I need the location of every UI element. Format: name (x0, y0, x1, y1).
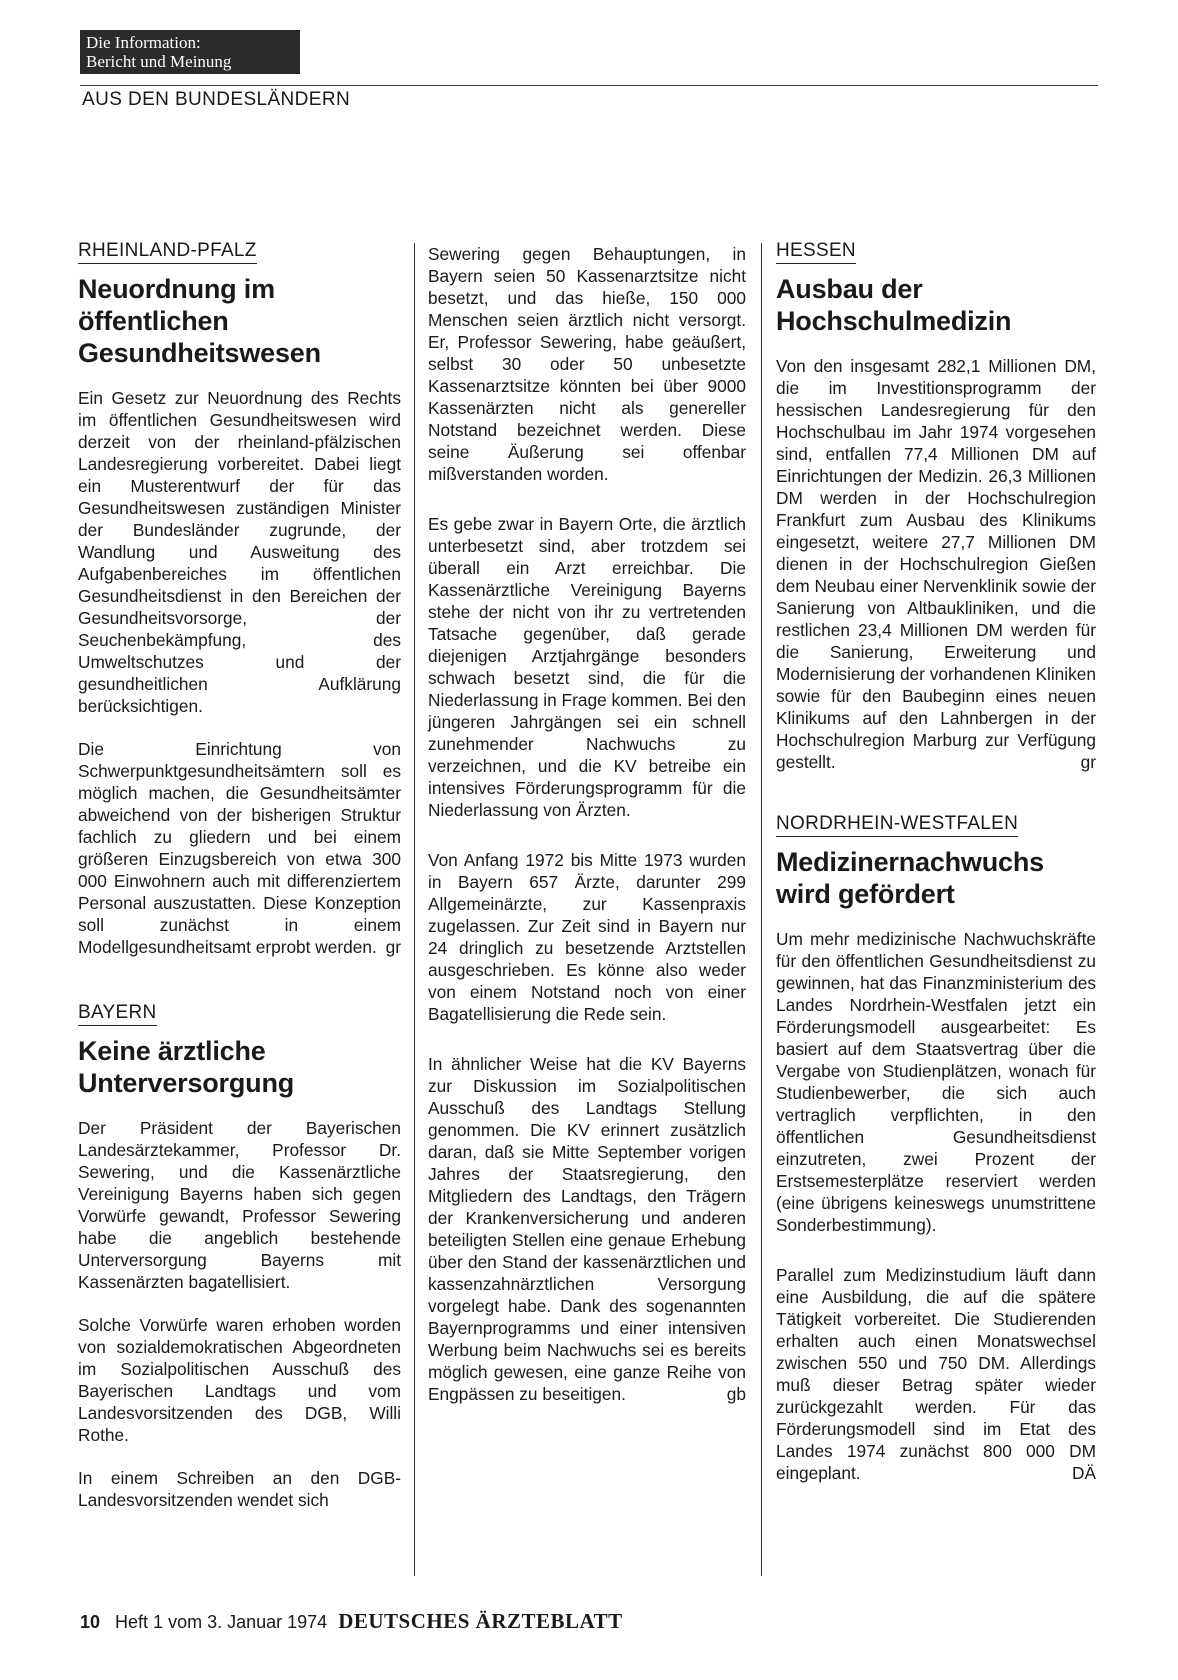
masthead-line-2: Bericht und Meinung (86, 52, 232, 71)
column-2 (428, 243, 746, 1405)
article-paragraph: In einem Schreiben an den DGB-Landesvorsitzenden wendet sich (78, 1468, 401, 1510)
column-3 (776, 240, 1096, 1484)
article-paragraph: Von Anfang 1972 bis Mitte 1973 wurden in Bayern 657 Ärzte, darunter 299 Allgemeinärzte, zur Kassenpraxis zugelassen. Zur Zeit sind in Bayern nur 24 dringlich zu besetzende Arztstellen ausgeschrieben. Es könne also weder von einem Notstand noch von einer Bagatellisierung die Rede sein. (428, 850, 746, 1024)
issue-info: Heft 1 vom 3. Januar 1974 (115, 1612, 328, 1632)
article-bayern (78, 1002, 401, 1511)
article-paragraph: Parallel zum Medizinstudium läuft dann eine Ausbildung, die auf die spätere Tätigkeit vorbereitet. Die Studierenden erhalten auch einen Monatswechsel zwischen 550 und 750 DM. Allerdings muß dieser Betrag später wieder zurückgezahlt werden. Für das Förderungsmodell sind im Etat des Landes 1974 zunächst 800 000 DM eingeplant. DÄ (776, 1265, 1096, 1483)
article-paragraph: Ein Gesetz zur Neuordnung des Rechts im öffentlichen Gesundheitswesen wird derzeit von der rheinland-pfälzischen Landesregierung vorbereitet. Dabei liegt ein Musterentwurf der für das Gesundheitswesen zuständigen Minister der Bundesländer zugrunde, der Wandlung und Ausweitung des Aufgabenbereiches im öffentlichen Gesundheitsdienst in den Bereichen der Gesundheitsvorsorge, der Seuchenbekämpfung, des Umweltschutzes und der gesundheitlichen Aufklärung berücksichtigen. (78, 388, 401, 716)
article-headline: Ausbau der Hochschulmedizin (776, 274, 1012, 336)
region-label: BAYERN (78, 1002, 157, 1026)
article-headline: Medizinernachwuchs wird gefördert (776, 847, 1044, 909)
page-footer (80, 1609, 623, 1634)
author-sign: gr (385, 937, 401, 957)
article-nordrhein-westfalen (776, 813, 1096, 1484)
article-rheinland-pfalz (78, 240, 401, 958)
header-rule (80, 85, 1098, 86)
article-paragraph: Solche Vorwürfe waren erhoben worden von sozialdemokratischen Abgeordneten im Sozialpolitischen Ausschuß des Bayerischen Landtags und vom Landesvorsitzenden des DGB, Willi Rothe. (78, 1315, 401, 1445)
article-hessen (776, 240, 1096, 773)
column-divider-2 (761, 243, 762, 1576)
article-headline: Keine ärztliche Unterversorgung (78, 1036, 295, 1098)
article-paragraph: Sewering gegen Behauptungen, in Bayern seien 50 Kassenarztsitze nicht besetzt, und das hieße, 150 000 Menschen seien ärztlich nicht versorgt. Er, Professor Sewering, habe geäußert, selbst 30 oder 50 unbesetzte Kassenarztsitze könnten bei über 9000 Kassenärzten nicht als genereller Notstand bezeichnet werden. Diese seine Äußerung sei offenbar mißverstanden worden. (428, 244, 746, 484)
article-paragraph: In ähnlicher Weise hat die KV Bayerns zur Diskussion im Sozialpolitischen Ausschuß des Landtags Stellung genommen. Die KV erinnert zusätzlich daran, daß sie Mitte September vorigen Jahres der Staatsregierung, den Mitgliedern des Landtags, den Trägern der Krankenversicherung und anderen beteiligten Stellen eine genaue Erhebung über den Stand der kassenärztlichen und kassenzahnärztlichen Versorgung vorgelegt habe. Dank des sogenannten Bayernprogramms und einer intensiven Werbung beim Nachwuchs sei es bereits möglich gewesen, eine ganze Reihe von Engpässen zu beseitigen. gb (428, 1054, 746, 1404)
author-sign: gb (726, 1384, 746, 1404)
section-title: AUS DEN BUNDESLÄNDERN (82, 89, 351, 110)
journal-name: DEUTSCHES ÄRZTEBLATT (338, 1609, 623, 1633)
article-headline: Neuordnung im öffentlichen Gesundheitswesen (78, 274, 321, 368)
masthead-line-1: Die Information: (86, 33, 201, 52)
author-sign: gr (1080, 752, 1096, 772)
region-label: HESSEN (776, 240, 856, 264)
column-divider-1 (414, 243, 415, 1576)
author-sign: DÄ (1071, 1463, 1096, 1483)
region-label: NORDRHEIN-WESTFALEN (776, 813, 1018, 837)
masthead-badge (80, 30, 300, 74)
column-1 (78, 240, 401, 1511)
article-paragraph: Der Präsident der Bayerischen Landesärztekammer, Professor Dr. Sewering, und die Kassenärztliche Vereinigung Bayerns haben sich gegen Vorwürfe gewandt, Professor Sewering habe die angeblich bestehende Unterversorgung Bayerns mit Kassenärzten bagatellisiert. (78, 1118, 401, 1292)
article-paragraph: Um mehr medizinische Nachwuchskräfte für den öffentlichen Gesundheitsdienst zu gewinnen, hat das Finanzministerium des Landes Nordrhein-Westfalen jetzt ein Förderungsmodell ausgearbeitet: Es basiert auf dem Staatsvertrag über die Vergabe von Studienplätzen, wonach für Studienbewerber, die sich auch vertraglich verpflichten, in den öffentlichen Gesundheitsdienst einzutreten, zwei Prozent der Erstsemesterplätze reserviert werden (eine übrigens keineswegs unumstrittene Sonderbestimmung). (776, 929, 1096, 1235)
article-paragraph: Die Einrichtung von Schwerpunktgesundheitsämtern soll es möglich machen, die Gesundheitsämter abweichend von der bisherigen Struktur fachlich zu gliedern und bei einem größeren Einzugsbereich von etwa 300 000 Einwohnern auch mit differenziertem Personal auszustatten. Diese Konzeption soll zunächst in einem Modellgesundheitsamt erprobt werden. gr (78, 739, 401, 957)
region-label: RHEINLAND-PFALZ (78, 240, 257, 264)
article-paragraph: Von den insgesamt 282,1 Millionen DM, die im Investitionsprogramm der hessischen Landesregierung für den Hochschulbau im Jahr 1974 vorgesehen sind, entfallen 77,4 Millionen DM auf Einrichtungen der Medizin. 26,3 Millionen DM werden in der Hochschulregion Frankfurt zum Ausbau des Klinikums eingesetzt, weitere 27,7 Millionen DM dienen in der Hochschulregion Gießen dem Neubau einer Nervenklinik sowie der Sanierung von Altbaukliniken, und die restlichen 23,4 Millionen DM werden für die Sanierung, Erweiterung und Modernisierung der vorhandenen Kliniken sowie für den Baubeginn eines neuen Klinikums auf den Lahnbergen in der Hochschulregion Marburg zur Verfügung gestellt. gr (776, 356, 1096, 772)
article-paragraph: Es gebe zwar in Bayern Orte, die ärztlich unterbesetzt sind, aber trotzdem sei überall ein Arzt erreichbar. Die Kassenärztliche Vereinigung Bayerns stehe der nicht von ihr zu vertretenden Tatsache gegenüber, daß gerade diejenigen Arztjahrgänge besonders schwach besetzt sind, die für die Niederlassung in Frage kommen. Bei den jüngeren Jahrgängen sei ein schnell zunehmender Nachwuchs zu verzeichnen, und die KV betreibe ein intensives Förderungsprogramm für die Niederlassung von Ärzten. (428, 514, 746, 820)
page-number: 10 (80, 1612, 101, 1632)
